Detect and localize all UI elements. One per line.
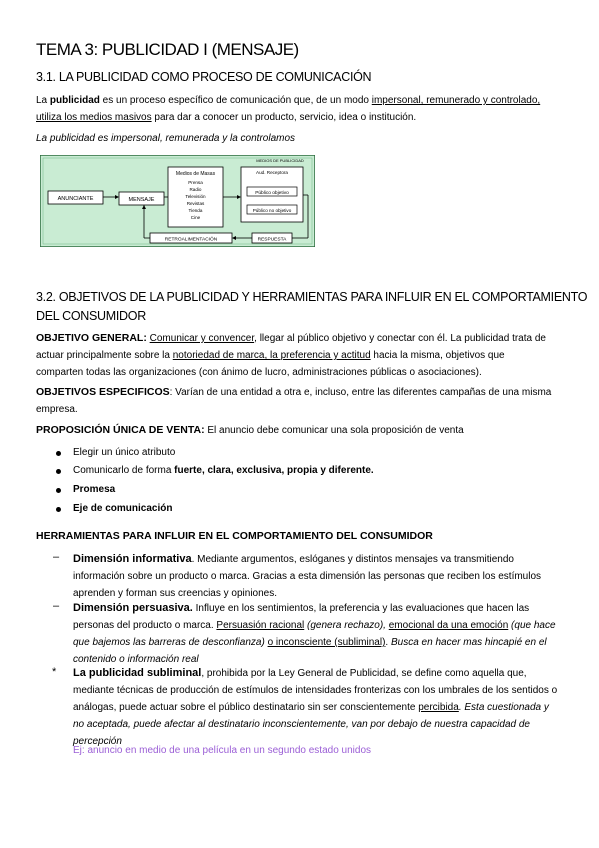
label-dimension-persuasiva: Dimensión persuasiva. [73, 602, 193, 614]
italic-text: que bajemos las barreras de desconfianza) [73, 637, 265, 648]
bold-text: fuerte, clara, exclusiva, propia y diferente. [174, 465, 374, 476]
underlined-text: emocional da una emoción [388, 620, 509, 631]
text: , prohibida por la Ley General de Publicidad, se define como aquella que, [201, 668, 527, 679]
underlined-text: notoriedad de marca, la preferencia y actitud [172, 350, 371, 361]
bullet-icon [56, 451, 61, 456]
text: mediante técnicas de producción de estímulos de intensidades fronterizas con los umbrales de los sentidos o [73, 685, 558, 696]
medio-item: Tienda [188, 208, 203, 213]
page-title: TEMA 3: PUBLICIDAD I (MENSAJE) [36, 40, 299, 59]
text: para dar a conocer un producto, servicio, idea o institución. [151, 112, 417, 123]
section-heading-3-2 [36, 288, 587, 326]
medio-item: Radio [189, 187, 202, 192]
medio-item: Cine [190, 215, 201, 220]
dash-icon: – [53, 551, 60, 563]
list-item: Eje de comunicación [73, 503, 173, 514]
bullet-icon [56, 469, 61, 474]
text: es un proceso específico de comunicación que, de un modo [99, 95, 372, 106]
bullet-icon [56, 488, 61, 493]
medios-title: Medios de Masas [175, 171, 216, 177]
underlined-text: o inconsciente (subliminal) [267, 637, 386, 648]
underlined-text: percibida [418, 702, 459, 713]
italic-text: percepción [73, 736, 122, 747]
italic-note: La publicidad es impersonal, remunerada y la controlamos [36, 133, 296, 144]
heading-line: 3.2. OBJETIVOS DE LA PUBLICIDAD Y HERRAMIENTAS PARA INFLUIR EN EL COMPORTAMIENTO [36, 290, 588, 304]
paragraph-definition [36, 92, 566, 126]
text: actuar principalmente sobre la [36, 350, 173, 361]
dash-icon: – [53, 600, 60, 612]
italic-text: (genera rechazo), [304, 620, 389, 631]
heading-line: DEL CONSUMIDOR [36, 309, 146, 323]
italic-text: . Esta cuestionada y [458, 702, 549, 713]
term-publicidad: publicidad [49, 95, 100, 106]
label-objetivos-especificos: OBJETIVOS ESPECIFICOS [36, 386, 170, 398]
box-anunciante-label: ANUNCIANTE [57, 196, 94, 202]
section-heading-3-1: 3.1. LA PUBLICIDAD COMO PROCESO DE COMUNICACIÓN [36, 70, 372, 84]
underlined-text: Comunicar y convencer [149, 333, 255, 344]
text: hacia la misma, objetivos que [370, 350, 505, 361]
publico-objetivo-label: Público objetivo [255, 191, 289, 196]
label-proposicion-unica: PROPOSICIÓN ÚNICA DE VENTA: [36, 424, 205, 436]
paragraph-objetivo-general [36, 330, 566, 381]
medio-item: Prensa [188, 180, 203, 185]
italic-text: Busca en hacer mas hincapié en el [390, 637, 547, 648]
respuesta-label: RESPUESTA [257, 237, 287, 243]
asterisk-icon: * [52, 666, 57, 678]
italic-text: (que hace [508, 620, 556, 631]
underlined-text: Persuasión racional [216, 620, 305, 631]
text: , llegar al público objetivo y conectar con él. La publicidad trata de [254, 333, 546, 344]
paragraph-subliminal [73, 665, 573, 750]
communication-process-diagram [40, 155, 315, 247]
paragraph-dimension-persuasiva [73, 600, 573, 668]
list-item: Promesa [73, 484, 116, 495]
audiencia-title: Aud. Receptora [256, 170, 288, 175]
underlined-text: impersonal, remunerado y controlado, [371, 95, 541, 106]
bullet-icon [56, 507, 61, 512]
text: información sobre un producto o marca. Gracias a esta dimensión las personas que reciben los estímulos [73, 571, 542, 582]
underlined-text: utiliza los medios masivos [36, 112, 152, 123]
label-objetivo-general: OBJETIVO GENERAL: [36, 332, 147, 344]
text: El anuncio debe comunicar una sola proposición de venta [204, 425, 464, 436]
italic-text: contenido o información real [73, 654, 199, 665]
label-publicidad-subliminal: La publicidad subliminal [73, 667, 202, 679]
text: empresa. [36, 404, 78, 415]
text: La [36, 95, 50, 106]
text: aprenden y forman sus creencias y opiniones. [73, 588, 278, 599]
text: Influye en los sentimientos, la preferencia y las evaluaciones que hacen las [192, 603, 530, 614]
label-dimension-informativa: Dimensión informativa [73, 553, 192, 565]
text: comparten todas las organizaciones (con ánimo de lucro, administraciones públicas o asociaciones). [36, 367, 482, 378]
list-item: Elegir un único atributo [73, 447, 176, 458]
medio-item: Televisión [185, 194, 206, 199]
list-item [73, 465, 374, 476]
text: . Mediante argumentos, eslóganes y distintos mensajes va transmitiendo [191, 554, 514, 565]
paragraph-objetivos-especificos [36, 384, 566, 418]
paragraph-dimension-informativa [73, 551, 573, 602]
diagram-top-label: MEDIOS DE PUBLICIDAD [256, 158, 304, 163]
heading-herramientas: HERRAMIENTAS PARA INFLUIR EN EL COMPORTAMIENTO DEL CONSUMIDOR [36, 530, 433, 542]
text: : Varían de una entidad a otra e, incluso, entre las diferentes campañas de una misma [169, 387, 552, 398]
paragraph-proposicion [36, 422, 566, 439]
box-mensaje-label: MENSAJE [128, 197, 155, 203]
publico-no-objetivo-label: Público no objetivo [252, 208, 292, 213]
text: análogas, puede actuar sobre el público destinatario sin ser conscientemente [73, 702, 419, 713]
text: . [385, 637, 391, 648]
text: Comunicarlo de forma [73, 465, 175, 476]
example-text: Ej: anuncio en medio de una película en un segundo estado unidos [73, 745, 372, 756]
italic-text: no aceptada, puede afectar al destinatario inconscientemente, van por debajo de nuestra capacidad de [73, 719, 530, 730]
text: personas del producto o marca. [73, 620, 217, 631]
medio-item: Revistas [186, 201, 205, 206]
retroalimentacion-label: RETROALIMENTACIÓN [164, 237, 218, 243]
